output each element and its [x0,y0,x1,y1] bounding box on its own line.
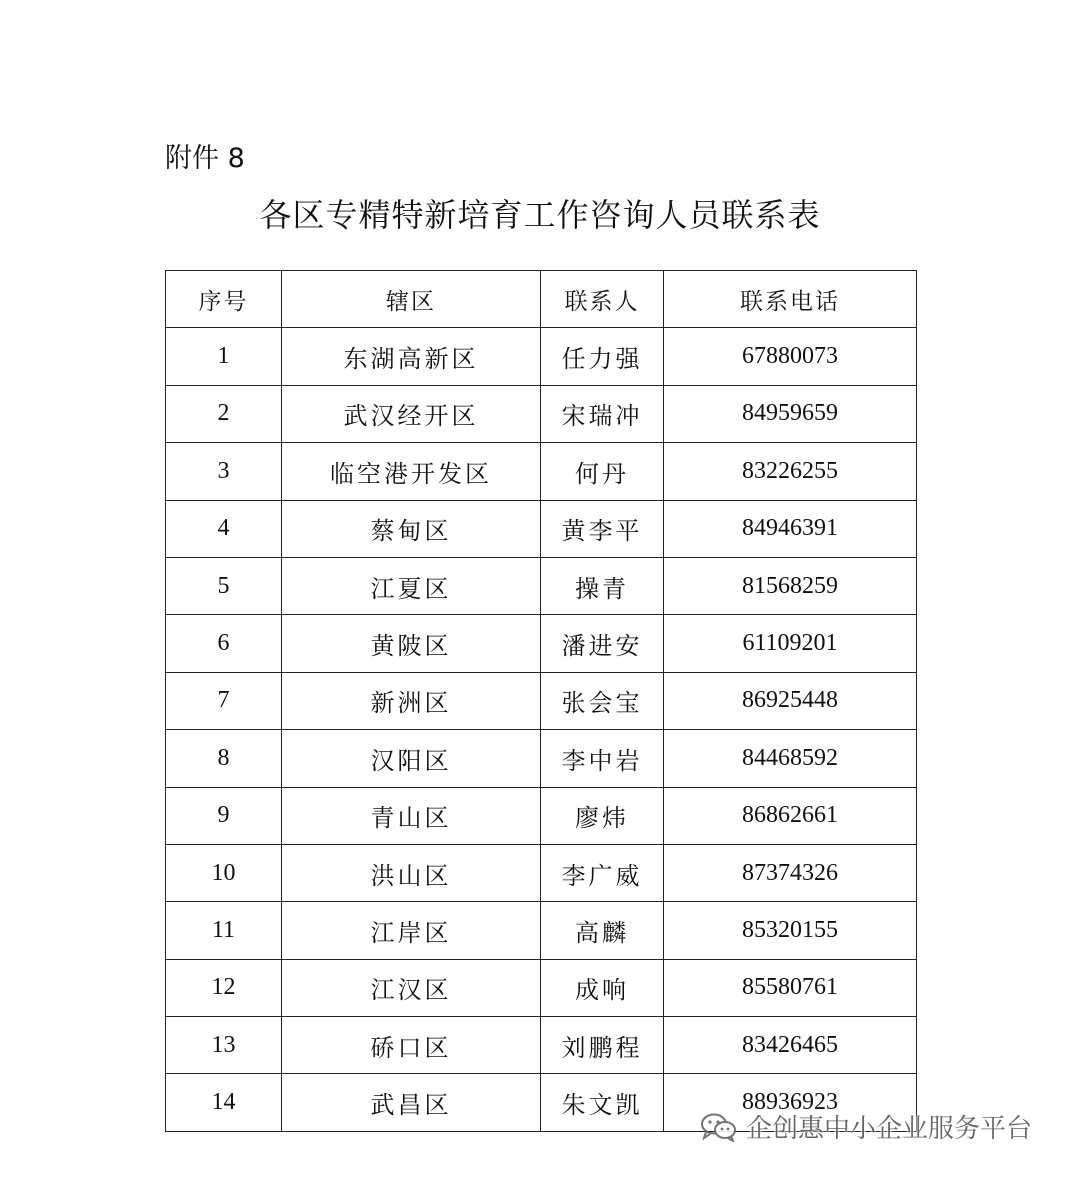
row-number: 6 [166,615,282,672]
row-number: 9 [166,787,282,844]
row-contact: 任力强 [541,328,664,385]
row-phone: 81568259 [664,557,917,614]
row-contact: 操青 [541,557,664,614]
row-number: 8 [166,730,282,787]
table-row [166,902,917,959]
row-district: 临空港开发区 [282,443,541,500]
row-number: 7 [166,672,282,729]
row-phone: 86925448 [664,672,917,729]
contact-table [165,270,917,1132]
row-contact: 刘鹏程 [541,1017,664,1074]
row-contact: 张会宝 [541,672,664,729]
row-number: 10 [166,844,282,901]
watermark-text: 企创惠中小企业服务平台 [746,1114,1033,1144]
row-number: 12 [166,959,282,1016]
header-district: 辖区 [282,271,541,328]
row-district: 武昌区 [282,1074,541,1131]
row-number: 2 [166,385,282,442]
row-number: 14 [166,1074,282,1131]
row-district: 江岸区 [282,902,541,959]
row-contact: 潘进安 [541,615,664,672]
row-number: 1 [166,328,282,385]
row-phone: 87374326 [664,844,917,901]
row-district: 新洲区 [282,672,541,729]
row-contact: 何丹 [541,443,664,500]
row-phone: 86862661 [664,787,917,844]
row-phone: 85580761 [664,959,917,1016]
table-row [166,557,917,614]
table-row [166,672,917,729]
row-district: 江汉区 [282,959,541,1016]
row-contact: 宋瑞冲 [541,385,664,442]
table-row [166,787,917,844]
watermark [700,1108,1032,1145]
row-number: 13 [166,1017,282,1074]
row-number: 3 [166,443,282,500]
row-number: 4 [166,500,282,557]
row-phone: 88936923 [664,1074,917,1131]
table-row [166,959,917,1016]
header-contact: 联系人 [541,271,664,328]
row-phone: 61109201 [664,615,917,672]
row-district: 洪山区 [282,844,541,901]
row-number: 11 [166,902,282,959]
table-header-row [166,271,917,328]
table-row [166,615,917,672]
row-phone: 84468592 [664,730,917,787]
row-phone: 84959659 [664,385,917,442]
row-phone: 83226255 [664,443,917,500]
row-district: 青山区 [282,787,541,844]
table-body [166,328,917,1131]
row-contact: 李广威 [541,844,664,901]
row-district: 硚口区 [282,1017,541,1074]
row-contact: 李中岩 [541,730,664,787]
table-row [166,328,917,385]
row-contact: 成响 [541,959,664,1016]
row-contact: 高麟 [541,902,664,959]
header-phone: 联系电话 [664,271,917,328]
table-row [166,385,917,442]
row-district: 江夏区 [282,557,541,614]
row-district: 汉阳区 [282,730,541,787]
row-district: 黄陂区 [282,615,541,672]
wechat-icon [700,1112,738,1142]
row-phone: 84946391 [664,500,917,557]
row-district: 东湖高新区 [282,328,541,385]
row-district: 武汉经开区 [282,385,541,442]
attachment-label: 附件 8 [165,143,245,174]
table-row [166,1017,917,1074]
table-row [166,844,917,901]
row-contact: 黄李平 [541,500,664,557]
row-phone: 85320155 [664,902,917,959]
row-contact: 朱文凯 [541,1074,664,1131]
header-no: 序号 [166,271,282,328]
row-phone: 67880073 [664,328,917,385]
row-number: 5 [166,557,282,614]
document-title: 各区专精特新培育工作咨询人员联系表 [259,196,821,234]
table-row [166,443,917,500]
row-district: 蔡甸区 [282,500,541,557]
table-row [166,730,917,787]
row-contact: 廖炜 [541,787,664,844]
row-phone: 83426465 [664,1017,917,1074]
table-row [166,500,917,557]
